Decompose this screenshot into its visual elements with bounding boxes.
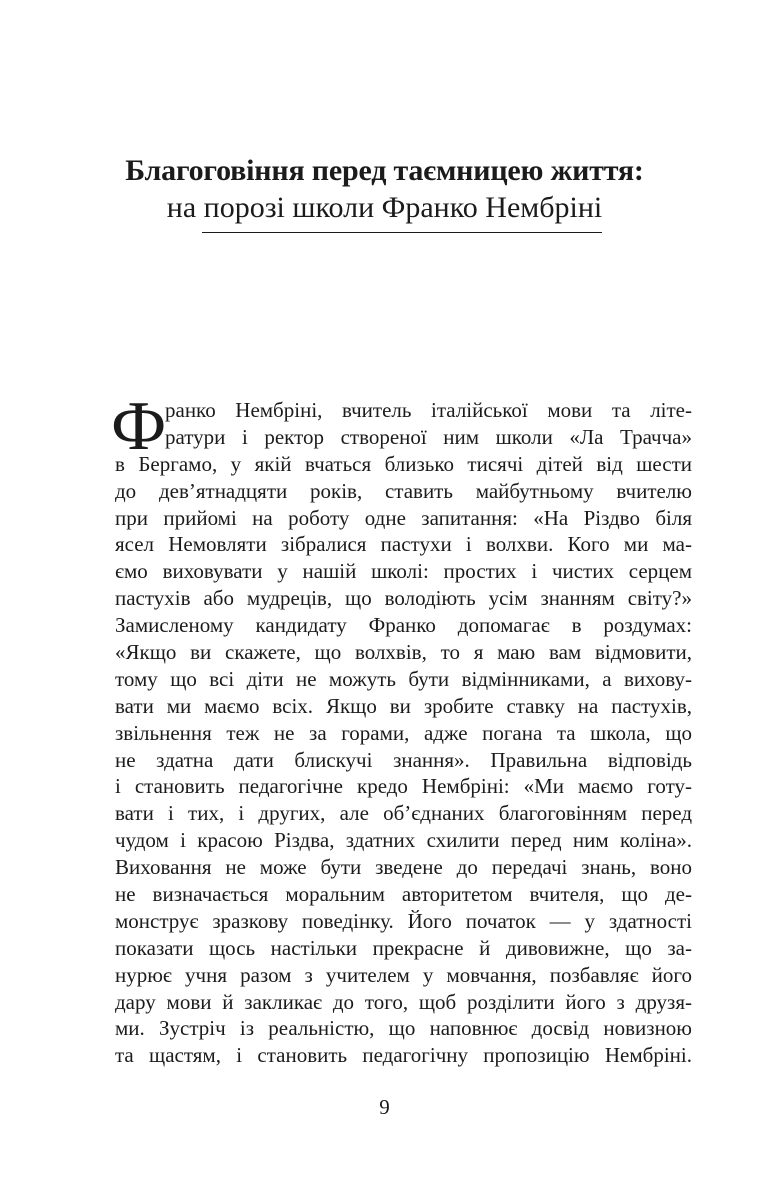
text-line: в Бергамо, у якій вчаться близько тисячі дітей від шести bbox=[115, 451, 692, 476]
text-line: до дев’ятнадцяти років, ставить майбутньому вчителю bbox=[115, 478, 692, 503]
page-number: 9 bbox=[379, 1095, 390, 1119]
text-line: не здатна дати блискучі знання». Правильна відповідь bbox=[115, 747, 692, 772]
text-line: Виховання не може бути зведене до передачі знань, воно bbox=[115, 855, 692, 880]
text-line: показати щось настільки прекрасне й дивовижне, що за- bbox=[115, 935, 692, 960]
text-line: вати ми маємо всіх. Якщо ви зробите ставку на пастухів, bbox=[115, 693, 692, 718]
text-line: звільнення теж не за горами, адже погана та школа, що bbox=[115, 720, 692, 745]
text-line: та щастям, і становить педагогічну пропозицію Нембріні. bbox=[115, 1043, 692, 1068]
text-line: ратури і ректор створеної ним школи «Ла Трачча» bbox=[165, 424, 692, 449]
heading-divider bbox=[202, 232, 602, 233]
text-line: «Якщо ви скажете, що волхвів, то я маю вам відмовити, bbox=[115, 640, 692, 665]
text-line: монструє зразкову поведінку. Його початок — у здатності bbox=[115, 908, 692, 933]
text-line: Замисленому кандидату Франко допомагає в роздумах: bbox=[115, 613, 692, 638]
text-line: ясел Немовляти зібралися пастухи і волхви. Кого ми ма- bbox=[115, 532, 692, 557]
text-line: ранко Нембріні, вчитель італійської мови та літе- bbox=[165, 398, 692, 422]
chapter-title: Благоговіння перед таємницею життя: bbox=[125, 154, 644, 187]
text-line: пастухів або мудреців, що володіють усім знанням світу?» bbox=[115, 586, 692, 611]
chapter-subtitle: на порозі школи Франко Нембріні bbox=[166, 191, 603, 224]
text-line: і становить педагогічне кредо Нембріні: «Ми маємо готу- bbox=[115, 774, 692, 799]
text-line: не визначається моральним авторитетом вчителя, що де- bbox=[115, 882, 692, 907]
chapter-heading bbox=[0, 152, 769, 226]
body-text bbox=[111, 388, 692, 1069]
text-line: чудом і красою Різдва, здатних схилити перед ним коліна». bbox=[115, 828, 692, 853]
text-line: ми. Зустріч із реальністю, що наповнює досвід новизною bbox=[115, 1016, 692, 1041]
text-line: вати і тих, і других, але об’єднаних благоговінням перед bbox=[115, 801, 692, 826]
text-line: ємо виховувати у нашій школі: простих і чистих серцем bbox=[115, 559, 692, 584]
text-line: тому що всі діти не можуть бути відмінниками, а вихову- bbox=[115, 666, 692, 691]
drop-cap: Ф bbox=[111, 388, 167, 465]
text-line: при прийомі на роботу одне запитання: «На Різдво біля bbox=[115, 505, 692, 530]
text-line: нурює учня разом з учителем у мовчання, позбавляє його bbox=[115, 962, 692, 987]
text-line: дару мови й закликає до того, щоб розділити його з друзя- bbox=[115, 989, 692, 1014]
